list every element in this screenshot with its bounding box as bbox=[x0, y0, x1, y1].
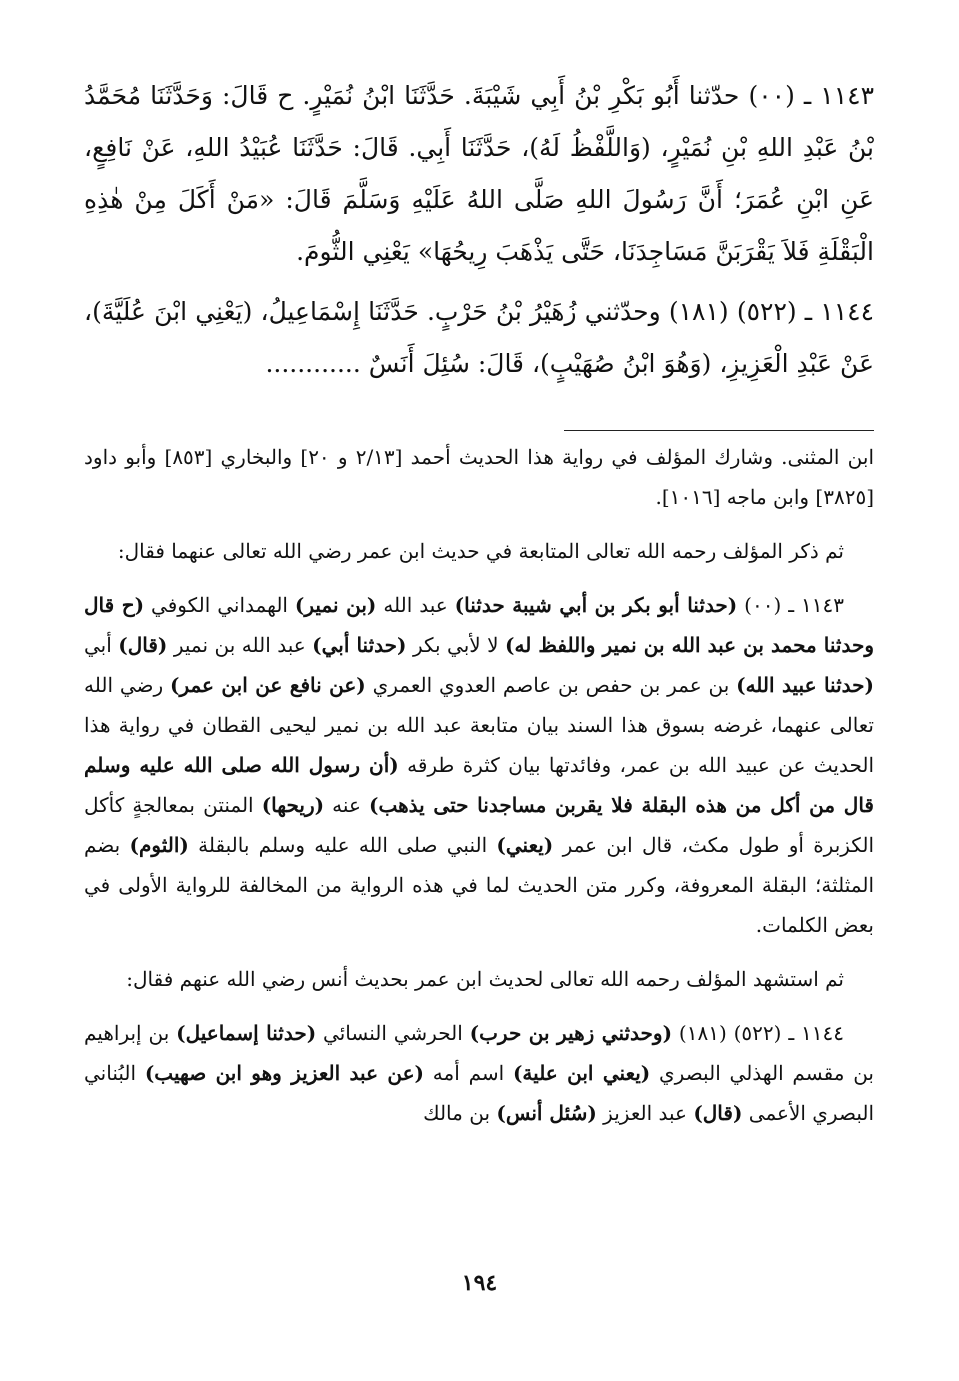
commentary-text: عبد الله بن نمير bbox=[167, 633, 313, 657]
matn-bold: (بن نمير) bbox=[294, 593, 377, 617]
matn-bold: (حدثنا عبيد الله) bbox=[736, 673, 874, 697]
matn-bold: (قال) bbox=[118, 633, 168, 657]
matn-bold: (حدثنا أبو بكر بن أبي شيبة حدثنا) bbox=[454, 593, 738, 617]
commentary-text: المنتن بمعالجةٍ كأكل الكزبرة أو طول مكث، قال ابن عمر bbox=[84, 793, 875, 857]
matn-bold: (ريحها) bbox=[261, 793, 325, 817]
matn-bold: (عن نافع عن ابن عمر) bbox=[169, 673, 366, 697]
hadith-1143-text: ١١٤٣ ـ (٠٠) حدّثنا أَبُو بَكْرِ بْنُ أَبِي شَيْبَةَ. حَدَّثَنَا ابْنُ نُمَيْرٍ. ح قَالَ: وَحَدَّثَنَا مُحَمَّدُ بْنُ عَبْدِ اللهِ بْنِ نُمَيْرٍ، (وَاللَّفْظُ لَهُ)، حَدَّثَنَا أَبِي. قَالَ: حَدَّثَنَا عُبَيْدُ اللهِ، عَنْ نَافِعٍ، عَنِ ابْنِ عُمَرَ؛ أَنَّ رَسُولَ اللهِ صَلَّى اللهُ عَلَيْهِ وَسَلَّمَ قَالَ: «مَنْ أَكَلَ مِنْ هٰذِهِ الْبَقْلَةِ فَلاَ يَقْرَبَنَّ مَسَاجِدَنَا، حَتَّى يَذْهَبَ رِيحُهَا» يَعْنِي الثُّومَ. bbox=[84, 81, 874, 266]
matn-bold: (وحدثني زهير بن حرب) bbox=[469, 1021, 673, 1045]
matn-bold: (حدثنا أبي) bbox=[312, 633, 407, 657]
matn-bold: (عن عبد العزيز وهو ابن صهيب) bbox=[144, 1061, 425, 1085]
page-body bbox=[84, 70, 874, 1133]
commentary-number: ١١٤٤ ـ (٥٢٢) (١٨١) bbox=[672, 1021, 845, 1045]
commentary-text: عبد الله bbox=[376, 593, 455, 617]
commentary-text: النبي صلى الله عليه وسلم بالبقلة bbox=[188, 833, 497, 857]
matn-bold: (قال) bbox=[693, 1101, 743, 1125]
commentary-text: اسم أمه bbox=[424, 1061, 513, 1085]
footnote-divider bbox=[564, 430, 874, 431]
commentary-text: بن إبراهيم بن مقسم الهذلي البصري bbox=[84, 1021, 874, 1085]
matn-bold: (سُئل أنس) bbox=[496, 1101, 597, 1125]
hadith-1144-text: ١١٤٤ ـ (٥٢٢) (١٨١) وحدّثني زُهَيْرُ بْنُ حَرْبٍ. حَدَّثَنَا إِسْمَاعِيلُ، (يَعْنِي ابْنَ عُلَيَّةَ)، عَنْ عَبْدِ الْعَزِيزِ، (وَهُوَ ابْنُ صُهَيْبٍ)، قَالَ: سُئِلَ أَنَسٌ ............ bbox=[84, 297, 874, 378]
commentary-1143 bbox=[84, 585, 874, 945]
commentary-text: عبد العزيز bbox=[596, 1101, 694, 1125]
matn-bold: (الثوم) bbox=[129, 833, 189, 857]
page-number: ١٩٤ bbox=[461, 1270, 498, 1296]
matn-bold: (أن رسول الله صلى الله عليه وسلم قال من أكل من هذه البقلة فلا يقربن مساجدنا حتى يذهب) bbox=[84, 753, 874, 817]
commentary-number: ١١٤٣ ـ (٠٠) bbox=[737, 593, 844, 617]
footnote-previous: ابن المثنى. وشارك المؤلف في رواية هذا الحديث أحمد [٢/١٣ و ٢٠] والبخاري [٨٥٣] وأبو داود [٣٨٢٥] وابن ماجه [١٠١٦]. bbox=[84, 445, 874, 509]
commentary-text: عنه bbox=[324, 793, 369, 817]
matn-bold: (يعني) bbox=[496, 833, 554, 857]
commentary-text: الهمداني الكوفي bbox=[144, 593, 295, 617]
matn-bold: (يعني ابن علية) bbox=[512, 1061, 651, 1085]
commentary-text: رضي الله تعالى عنهما، غرضه بسوق هذا السند بيان متابعة عبد الله بن نمير ليحيى القطان في رواية هذا الحديث عن عبيد الله بن عمر، وفائدتها بيان كثرة طرقه bbox=[84, 673, 875, 777]
commentary-text: أبي bbox=[84, 633, 119, 657]
commentary-text: الحرشي النسائي bbox=[316, 1021, 470, 1045]
intro-1144: ثم استشهد المؤلف رحمه الله تعالى لحديث ابن عمر بحديث أنس رضي الله عنهم فقال: bbox=[126, 967, 844, 991]
intro-1143: ثم ذكر المؤلف رحمه الله تعالى المتابعة في حديث ابن عمر رضي الله تعالى عنهما فقال: bbox=[117, 539, 844, 563]
matn-bold: (حدثنا إسماعيل) bbox=[176, 1021, 317, 1045]
commentary-text: بن مالك bbox=[423, 1101, 497, 1125]
commentary-text: بضم المثلثة؛ البقلة المعروفة، وكرر متن الحديث لما في هذه الرواية من المخالفة للرواية الأولى في بعض الكلمات. bbox=[84, 833, 874, 937]
commentary-1144 bbox=[84, 1013, 874, 1133]
commentary-text: لا لأبي بكر bbox=[406, 633, 506, 657]
commentary-text: البُناني البصري الأعمى bbox=[84, 1061, 874, 1125]
matn-bold: (ح قال وحدثنا محمد بن عبد الله بن نمير واللفظ له) bbox=[84, 593, 875, 657]
commentary-text: بن عمر بن حفص بن عاصم العدوي العمري bbox=[365, 673, 737, 697]
